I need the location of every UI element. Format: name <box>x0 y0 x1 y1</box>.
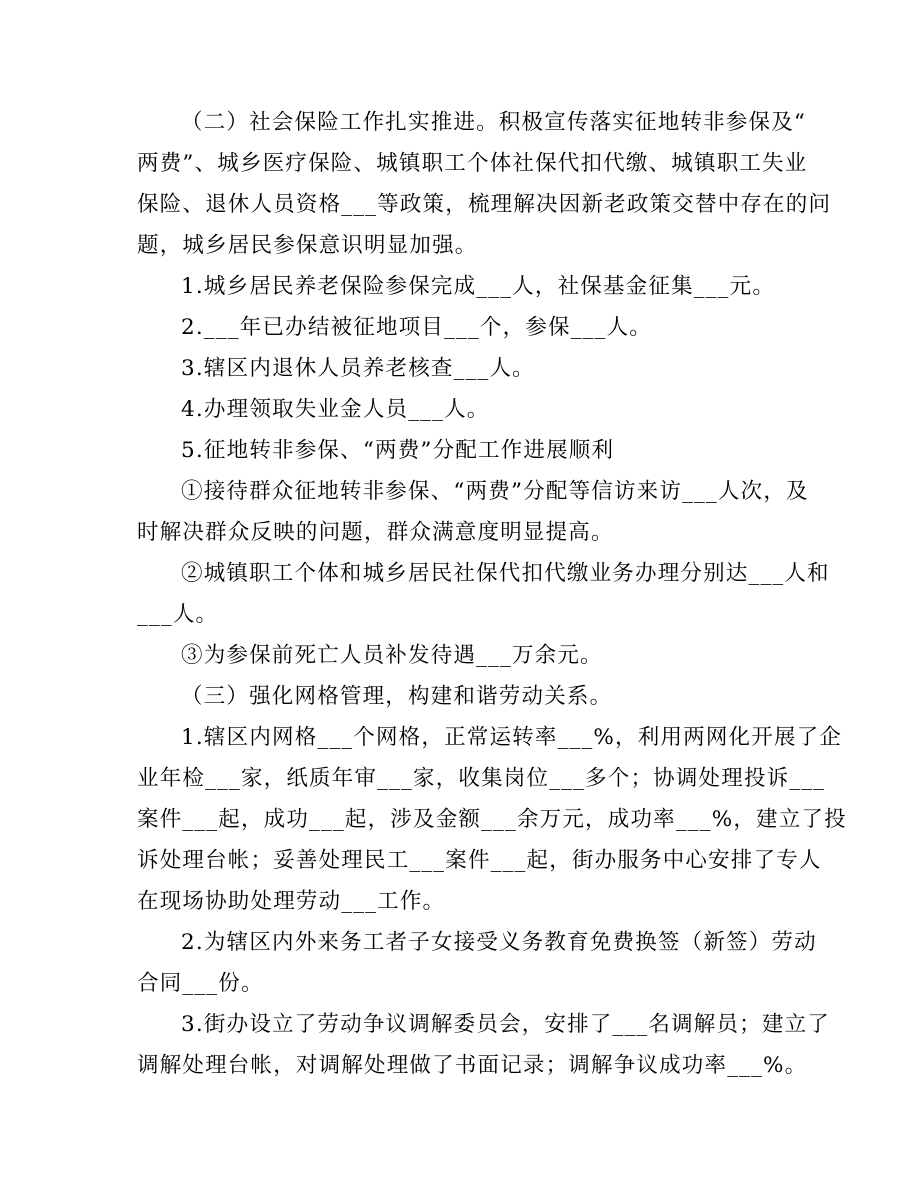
list-item-5: 5.征地转非参保、“两费”分配工作进展顺利 <box>181 438 615 463</box>
paragraph-line: 两费”、城乡医疗保险、城镇职工个体社保代扣代缴、城镇职工失业 <box>137 151 808 176</box>
paragraph-line: 在现场协助处理劳动___工作。 <box>137 889 446 914</box>
sub-item-3: ③为参保前死亡人员补发待遇___万余元。 <box>181 643 603 668</box>
list-item-4: 4.办理领取失业金人员___人。 <box>181 397 490 422</box>
section-2-heading-line: （二）社会保险工作扎实推进。积极宣传落实征地转非参保及“ <box>181 110 807 135</box>
list-item-3: 3.辖区内退休人员养老核查___人。 <box>181 356 535 381</box>
list-item-2: 2.___年已办结被征地项目___个，参保___人。 <box>181 315 652 340</box>
section-3-item-1: 1.辖区内网格___个网格，正常运转率___%，利用两网化开展了企 <box>181 725 843 750</box>
sub-item-1: ①接待群众征地转非参保、“两费”分配等信访来访___人次，及 <box>181 479 809 504</box>
paragraph-line: 题，城乡居民参保意识明显加强。 <box>137 233 478 258</box>
section-3-item-2: 2.为辖区内外来务工者子女接受义务教育免费换签（新签）劳动 <box>181 930 817 955</box>
sub-item-2: ②城镇职工个体和城乡居民社保代扣代缴业务办理分别达___人和 <box>181 561 830 586</box>
paragraph-line: 业年检___家，纸质年审___家，收集岗位___多个；协调处理投诉___ <box>137 766 826 791</box>
paragraph-line: 案件___起，成功___起，涉及金额___余万元，成功率___%，建立了投 <box>137 807 847 832</box>
paragraph-line: 时解决群众反映的问题，群众满意度明显提高。 <box>137 520 614 545</box>
paragraph-line: 保险、退休人员资格___等政策，梳理解决因新老政策交替中存在的问 <box>137 192 832 217</box>
section-3-item-3: 3.街办设立了劳动争议调解委员会，安排了___名调解员；建立了 <box>181 1012 830 1037</box>
section-3-heading-line: （三）强化网格管理，构建和谐劳动关系。 <box>181 684 613 709</box>
paragraph-line: ___人。 <box>137 602 219 627</box>
list-item-1: 1.城乡居民养老保险参保完成___人，社保基金征集___元。 <box>181 274 776 299</box>
paragraph-line: 合同___份。 <box>137 971 264 996</box>
paragraph-line: 调解处理台帐，对调解处理做了书面记录；调解争议成功率___%。 <box>137 1053 808 1078</box>
paragraph-line: 诉处理台帐；妥善处理民工___案件___起，街办服务中心安排了专人 <box>137 848 822 873</box>
